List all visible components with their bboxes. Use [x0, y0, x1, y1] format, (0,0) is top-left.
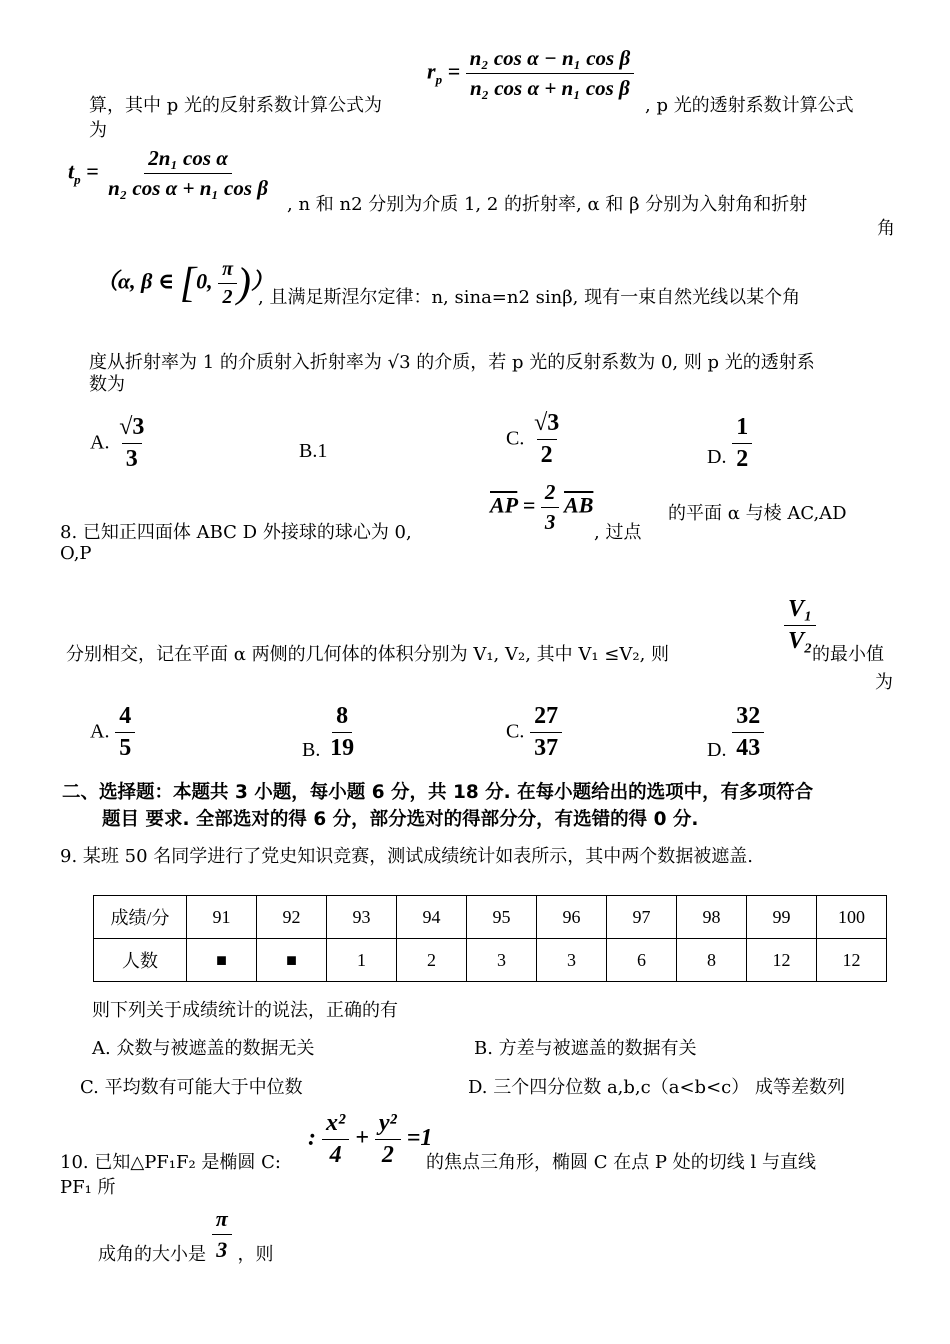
table-cell: 94: [397, 896, 467, 939]
q7-line3-end: 角: [877, 218, 895, 239]
interval-num: π: [218, 258, 237, 284]
ellipse-eq: =1: [406, 1125, 433, 1152]
option-label: A.: [90, 431, 110, 454]
q7-line1-tail: , p 光的透射系数计算公式: [645, 95, 854, 116]
ellipse-equation: [308, 1110, 432, 1169]
interval-den: 2: [222, 286, 233, 308]
q9-option-d[interactable]: D. 三个四分位数 a,b,c（a<b<c） 成等差数列: [468, 1077, 845, 1098]
q7-line4-tail: , 且满足斯涅尔定律：n, sina=n2 sinβ, 现有一束自然光线以某个角: [258, 287, 801, 308]
table-header: 成绩/分: [94, 896, 187, 939]
table-cell: 91: [187, 896, 257, 939]
ratio-den: V₂: [788, 628, 813, 654]
option-den: 5: [119, 735, 132, 761]
angle-num: π: [212, 1206, 232, 1235]
ratio-num: V₁: [784, 596, 816, 626]
option-num: 8: [332, 703, 352, 733]
ellipse-den2: 2: [381, 1142, 394, 1168]
table-cell-covered: ■: [257, 939, 327, 982]
table-row: [94, 896, 887, 939]
vector-den: 3: [544, 510, 556, 534]
q8-option-c[interactable]: [506, 703, 562, 762]
option-den: 37: [534, 735, 559, 761]
q10-line3-suffix: ，则: [237, 1243, 274, 1265]
table-cell: 6: [607, 939, 677, 982]
ellipse-x2: x²: [322, 1110, 349, 1140]
q8-lead: 8. 已知正四面体 ABC D 外接球的球心为 0,: [60, 522, 412, 543]
q7-option-b[interactable]: B.1: [299, 440, 328, 462]
q9-question: 则下列关于成绩统计的说法，正确的有: [92, 1000, 398, 1021]
option-den: 2: [732, 443, 752, 473]
q7-line3-tail: , n 和 n2 分别为介质 1, 2 的折射率, α 和 β 分别为入射角和折射: [287, 194, 808, 215]
q7-option-a[interactable]: [90, 414, 148, 473]
q9-stem: 9. 某班 50 名同学进行了党史知识竞赛，测试成绩统计如表所示，其中两个数据被遮盖.: [60, 846, 753, 867]
q9-option-b[interactable]: B. 方差与被遮盖的数据有关: [474, 1038, 697, 1059]
q8-option-b[interactable]: [302, 703, 358, 762]
option-label: C.: [506, 427, 525, 450]
q7-line1-text: 算，其中 p 光的反射系数计算公式为: [89, 95, 382, 116]
q7-line5: 度从折射率为 1 的介质射入折射率为 √3 的介质，若 p 光的反射系数为 0, 则 p 光的透射系: [89, 352, 815, 373]
option-num: √3: [119, 414, 145, 440]
q8-ratio-tail: 的最小值: [812, 644, 884, 665]
table-cell: 12: [817, 939, 887, 982]
tp-lhs: t: [68, 158, 75, 184]
option-num: 27: [530, 703, 562, 733]
table-cell: 100: [817, 896, 887, 939]
angle-den: 3: [216, 1237, 228, 1262]
option-label: D.: [707, 445, 727, 468]
q7-line2: 为: [89, 120, 107, 141]
ellipse-colon: :: [308, 1125, 316, 1152]
q9-option-a[interactable]: A. 众数与被遮盖的数据无关: [92, 1038, 315, 1059]
section2-line2: 题目 要求. 全部选对的得 6 分，部分选对的得部分分，有选错的得 0 分.: [102, 809, 699, 830]
interval-suffix: ）: [251, 268, 274, 294]
q8-line2: O,P: [60, 543, 92, 564]
option-num: 32: [732, 703, 764, 733]
q8-line3: 分别相交，记在平面 α 两侧的几何体的体积分别为 V₁, V₂, 其中 V₁ ≤V₂, 则: [66, 644, 670, 665]
tp-formula: $t_p$ = $\frac{\text{2n₁ cos α}}{\text{n₂ cos α + n₁ cos β}}$: [68, 146, 272, 201]
table-cell: 93: [327, 896, 397, 939]
rp-numerator: n₂ cos α − n₁ cos β: [466, 46, 635, 74]
q7-option-d[interactable]: [707, 414, 752, 473]
q10-line2: PF₁ 所: [60, 1177, 116, 1198]
table-cell: 1: [327, 939, 397, 982]
option-den: 2: [537, 439, 557, 469]
tp-sub: p: [74, 171, 81, 187]
option-label: C.: [506, 720, 525, 743]
option-den: 19: [330, 735, 355, 761]
table-cell: 95: [467, 896, 537, 939]
ellipse-den1: 4: [329, 1142, 342, 1168]
section2-heading: 二、选择题：本题共 3 小题，每小题 6 分，共 18 分. 在每小题给出的选项中，有多项符合: [62, 782, 814, 803]
tp-denominator: n₂ cos α + n₁ cos β: [108, 176, 268, 200]
q10-line3-prefix: 成角的大小是: [98, 1243, 206, 1265]
q9-option-c[interactable]: C. 平均数有可能大于中位数: [80, 1077, 303, 1098]
table-cell: 3: [467, 939, 537, 982]
ellipse-plus: +: [355, 1125, 369, 1152]
vector-ab: $\overline{AB}$: [564, 492, 594, 518]
interval-prefix: （α, β ∈: [96, 268, 175, 294]
option-num: 4: [115, 703, 135, 733]
rp-sub: p: [435, 71, 443, 87]
option-label: B.: [302, 738, 321, 761]
table-cell: 97: [607, 896, 677, 939]
option-num: √3: [534, 410, 560, 436]
interval-expression: （α, β ∈ [0, $\frac{\pi}{2}$ )）: [96, 258, 274, 308]
q10-tail: 的焦点三角形，椭圆 C 在点 P 处的切线 l 与直线: [426, 1152, 816, 1173]
option-num: 1: [736, 414, 749, 440]
q7-option-c[interactable]: [506, 410, 563, 469]
table-cell: 99: [747, 896, 817, 939]
table-cell: 8: [677, 939, 747, 982]
vector-num: 2: [541, 480, 560, 508]
rp-formula: $r_p$ = $\frac{\text{n₂ cos α − n₁ cos β}}{\text{n₂ cos α + n₁ cos β}}$: [427, 46, 634, 101]
q10-lead: 10. 已知△PF₁F₂ 是椭圆 C:: [60, 1152, 281, 1173]
vector-eq: =: [522, 492, 536, 518]
table-cell: 92: [257, 896, 327, 939]
q8-tail1: 的平面 α 与棱 AC,AD: [668, 503, 847, 524]
q8-line3-end: 为: [875, 672, 893, 693]
q7-line6: 数为: [89, 374, 125, 395]
rp-denominator: n₂ cos α + n₁ cos β: [469, 76, 630, 100]
score-table: [93, 895, 887, 982]
table-cell-covered: ■: [187, 939, 257, 982]
q8-option-a[interactable]: [90, 703, 135, 762]
table-row: [94, 939, 887, 982]
interval-left: 0,: [196, 268, 213, 294]
q10-line3: [98, 1206, 273, 1263]
vector-equation: [490, 480, 593, 535]
option-label: A.: [90, 720, 110, 743]
table-cell: 3: [537, 939, 607, 982]
rp-lhs: r: [427, 58, 436, 84]
q8-option-d[interactable]: [707, 703, 764, 762]
option-den: 3: [122, 443, 142, 473]
table-cell: 12: [747, 939, 817, 982]
vector-ap: $\overline{AP}$: [490, 492, 518, 518]
table-cell: 2: [397, 939, 467, 982]
option-label: D.: [707, 738, 727, 761]
table-header: 人数: [94, 939, 187, 982]
tp-numerator: 2n₁ cos α: [144, 146, 232, 174]
q8-after-vector: , 过点: [594, 522, 642, 543]
option-den: 43: [736, 735, 761, 761]
ellipse-y2: y²: [375, 1110, 401, 1140]
table-cell: 98: [677, 896, 747, 939]
table-cell: 96: [537, 896, 607, 939]
